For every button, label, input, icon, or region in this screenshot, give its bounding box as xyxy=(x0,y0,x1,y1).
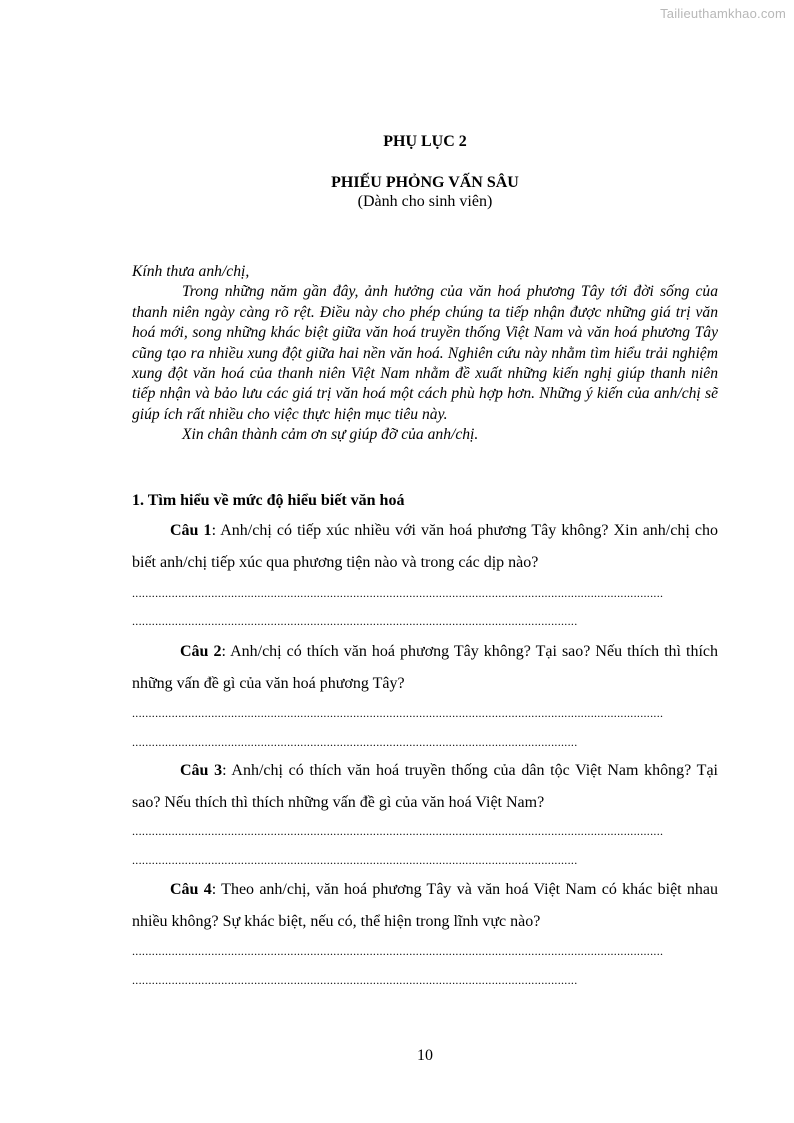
question-label: Câu 1 xyxy=(170,522,212,539)
question-text: : Anh/chị có tiếp xúc nhiều với văn hoá phương Tây không? Xin anh/chị cho biết anh/chị tiếp xúc qua phương tiện nào và trong các dịp nào? xyxy=(132,522,718,571)
question-label: Câu 4 xyxy=(170,881,212,898)
question-text: : Theo anh/chị, văn hoá phương Tây và văn hoá Việt Nam có khác biệt nhau nhiều không? Sự khác biệt, nếu có, thể hiện trong lĩnh vực nào? xyxy=(132,881,718,930)
page-number: 10 xyxy=(417,1047,433,1064)
answer-line: ................................................................................................................................................................. xyxy=(132,824,664,838)
answer-line: ....................................................................................................................................... xyxy=(132,853,578,867)
question-label: Câu 2 xyxy=(180,643,222,660)
answer-line: ................................................................................................................................................................. xyxy=(132,586,664,600)
question-text: : Anh/chị có thích văn hoá phương Tây không? Tại sao? Nếu thích thì thích những vấn đề gì của văn hoá phương Tây? xyxy=(132,643,719,692)
form-title: PHIẾU PHỎNG VẤN SÂU xyxy=(331,174,519,191)
answer-line: ................................................................................................................................................................. xyxy=(132,944,664,958)
answer-line: ................................................................................................................................................................. xyxy=(132,706,664,720)
intro-thanks: Xin chân thành cảm ơn sự giúp đỡ của anh/chị. xyxy=(182,426,479,444)
answer-line: ....................................................................................................................................... xyxy=(132,973,578,987)
appendix-title: PHỤ LỤC 2 xyxy=(383,133,467,150)
question-4 xyxy=(132,874,718,938)
question-2 xyxy=(132,636,718,700)
question-1 xyxy=(132,515,718,579)
question-text: : Anh/chị có thích văn hoá truyền thống của dân tộc Việt Nam không? Tại sao? Nếu thích thì thích những vấn đề gì của văn hoá Việt Nam? xyxy=(132,762,719,811)
watermark: Tailieuthamkhao.com xyxy=(660,6,786,21)
answer-line: ....................................................................................................................................... xyxy=(132,735,578,749)
form-subtitle: (Dành cho sinh viên) xyxy=(357,193,493,210)
question-label: Câu 3 xyxy=(180,762,223,779)
intro-letter xyxy=(132,262,718,446)
intro-body: Trong những năm gần đây, ảnh hưởng của văn hoá phương Tây tới đời sống của thanh niên ngày càng rõ rệt. Điều này cho phép chúng ta tiếp nhận được những giá trị văn hoá mới, song những khác biệt giữa văn hoá truyền thống Việt Nam và văn hoá phương Tây cũng tạo ra nhiều xung đột giữa hai nền văn hoá. Nghiên cứu này nhằm tìm hiểu trải nghiệm xung đột văn hoá của thanh niên Việt Nam nhằm đề xuất những kiến nghị giúp thanh niên tiếp nhận và bảo lưu các giá trị văn hoá một cách phù hợp hơn. Những ý kiến của anh/chị sẽ giúp ích rất nhiều cho việc thực hiện mục tiêu này. xyxy=(132,283,718,423)
intro-salutation: Kính thưa anh/chị, xyxy=(132,263,250,280)
section-heading: 1. Tìm hiểu về mức độ hiểu biết văn hoá xyxy=(132,492,405,509)
answer-line: ....................................................................................................................................... xyxy=(132,614,578,628)
question-3 xyxy=(132,755,718,819)
